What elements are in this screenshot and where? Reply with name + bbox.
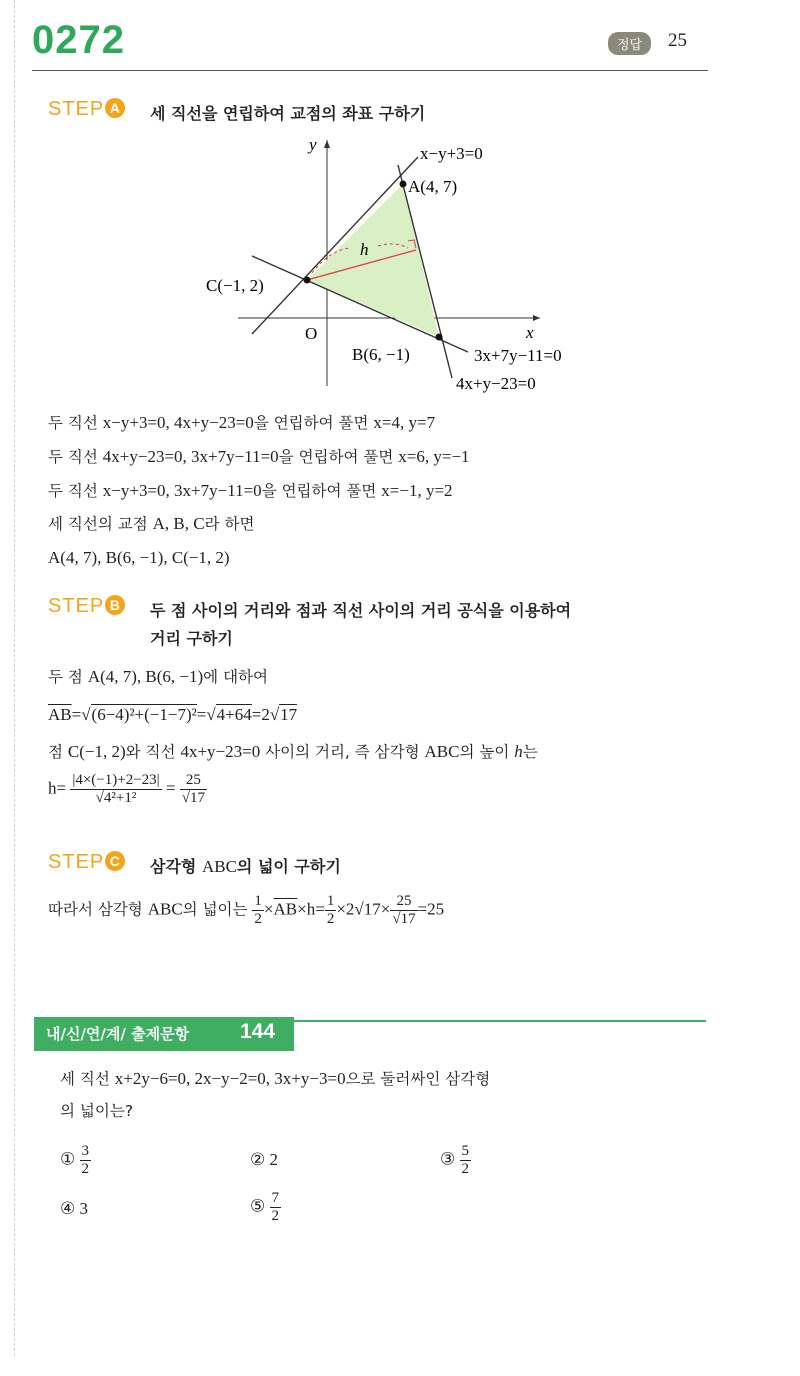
step-c-area-formula: 따라서 삼각형 ABC의 넓이는 $\frac{1}{2}$ $\times\overline{AB}\times h=$ $\frac{1}{2}$ ×2√17× $\frac{25}{√17}$ =25	[48, 893, 445, 927]
step-b-h-formula: h= $\frac{|4\times(-1)+2-23|}{\text{√4²+1²}}$ = $\frac{25}{√17}$	[48, 772, 206, 806]
coordinate-figure	[190, 128, 630, 398]
step-a-line-3: 두 직선 x−y+3=0, 3x+7y−11=0을 연립하여 풀면 x=−1, y=2	[48, 481, 453, 500]
option-5[interactable]: ⑤ $\frac{7}{2}$	[250, 1190, 279, 1224]
point-c-label: C(−1, 2)	[206, 276, 264, 295]
line3-label: 4x+y−23=0	[456, 374, 536, 393]
y-axis-arrow	[324, 140, 330, 148]
step-c-label: STEP C	[48, 851, 125, 874]
point-b-label: B(6, −1)	[352, 345, 410, 364]
header-rule	[32, 70, 708, 71]
related-tag: 내/신/연/계/ 출제문항 144	[34, 1017, 294, 1051]
height-label: h	[360, 240, 369, 259]
x-axis-label: x	[526, 323, 534, 342]
step-a-label: STEP A	[48, 98, 125, 121]
step-b-title-1: 두 점 사이의 거리와 점과 직선 사이의 거리 공식을 이용하여	[150, 601, 572, 620]
problem-number: 0272	[32, 18, 125, 62]
step-c-title: 삼각형 ABC의 넓이 구하기	[150, 857, 341, 876]
step-b-title-2: 거리 구하기	[150, 629, 233, 648]
related-question-line-1: 세 직선 x+2y−6=0, 2x−y−2=0, 3x+y−3=0으로 둘러싸인 삼각형	[60, 1069, 491, 1088]
point-a-label: A(4, 7)	[408, 177, 458, 196]
step-a-line-4: 세 직선의 교점 A, B, C라 하면	[48, 514, 255, 533]
line2-label: 3x+7y−11=0	[474, 346, 562, 365]
related-question-line-2: 의 넓이는?	[60, 1102, 134, 1120]
option-4[interactable]: ④ 3	[60, 1199, 88, 1218]
line1-label: x−y+3=0	[420, 144, 483, 163]
point-b	[436, 334, 443, 341]
x-axis-arrow	[533, 315, 540, 321]
option-1[interactable]: ① $\frac{3}{2}$	[60, 1143, 89, 1177]
answer-value: 25	[668, 30, 687, 51]
step-b-label: STEP B	[48, 595, 125, 618]
point-a	[400, 181, 407, 188]
step-a-line-2: 두 직선 4x+y−23=0, 3x+7y−11=0을 연립하여 풀면 x=6, y=−1	[48, 447, 470, 466]
option-2[interactable]: ② 2	[250, 1150, 278, 1169]
origin-label: O	[305, 324, 318, 343]
step-b-line-3: 점 C(−1, 2)와 직선 4x+y−23=0 사이의 거리, 즉 삼각형 ABC의 높이 h는	[48, 742, 538, 761]
step-a-line-1: 두 직선 x−y+3=0, 4x+y−23=0을 연립하여 풀면 x=4, y=7	[48, 413, 436, 432]
step-a-title: 세 직선을 연립하여 교점의 좌표 구하기	[150, 104, 426, 123]
answer-badge: 정답	[608, 32, 651, 55]
option-3[interactable]: ③ $\frac{5}{2}$	[440, 1143, 469, 1177]
step-b-line-1: 두 점 A(4, 7), B(6, −1)에 대하여	[48, 667, 268, 686]
point-c	[304, 277, 311, 284]
y-axis-label: y	[309, 135, 317, 154]
step-b-ab-formula: $\overline{AB}=√(6-4)^2+(-1-7)^2=√4+64=2√17$	[48, 705, 298, 724]
step-a-line-5: A(4, 7), B(6, −1), C(−1, 2)	[48, 548, 230, 567]
